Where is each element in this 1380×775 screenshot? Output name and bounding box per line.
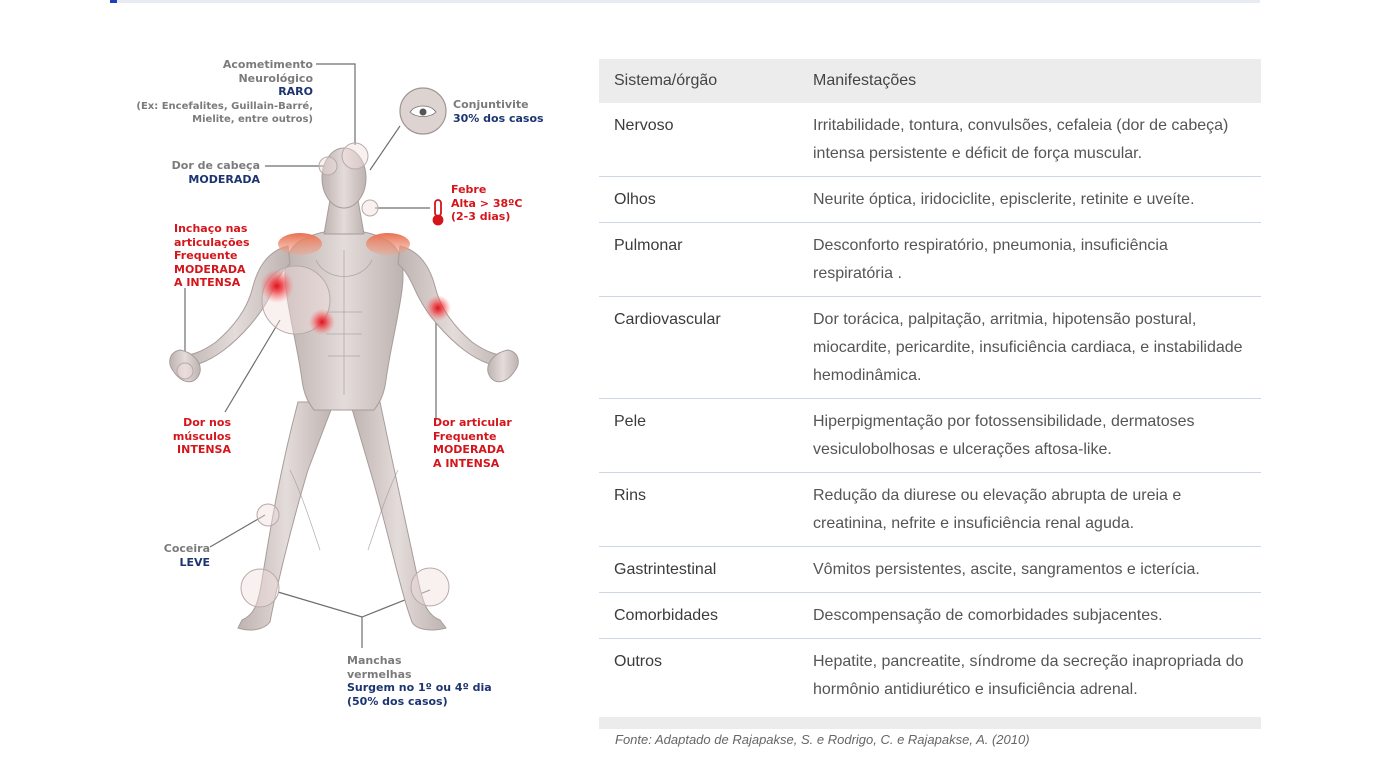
table-row xyxy=(599,593,1261,639)
table-footer-bar xyxy=(599,717,1261,729)
label-neuro-note: (Ex: Encefalites, Guillain-Barré, Mielite, entre outros) xyxy=(136,101,313,125)
manifestations-table-wrapper xyxy=(599,59,1261,729)
cell-system: Comorbidades xyxy=(599,593,798,639)
cell-system: Nervoso xyxy=(599,103,798,177)
label-headache: Dor de cabeça MODERADA xyxy=(171,159,260,186)
cell-manifestations: Descompensação de comorbidades subjacentes. xyxy=(798,593,1261,639)
table-header xyxy=(599,59,1261,103)
top-divider-accent xyxy=(110,0,117,3)
cell-manifestations: Hepatite, pancreatite, síndrome da secreção inapropriada do hormônio antidiurético e insuficiência adrenal. xyxy=(813,653,1244,698)
header-manifestations: Manifestações xyxy=(798,59,1261,103)
label-joint-swelling: Inchaço nas articulações Frequente MODERADA A INTENSA xyxy=(174,222,250,289)
thermometer-icon xyxy=(434,200,443,225)
cell-system: Gastrintestinal xyxy=(599,547,798,593)
cell-manifestations: Neurite óptica, iridociclite, episclerite, retinite e uveíte. xyxy=(798,177,1261,223)
cell-manifestations: Desconforto respiratório, pneumonia, insuficiência respiratória . xyxy=(798,223,1261,297)
label-neuro-level: RARO xyxy=(278,85,313,98)
symptoms-infographic xyxy=(130,50,550,720)
human-body-illustration xyxy=(130,50,550,720)
cell-manifestations: Irritabilidade, tontura, convulsões, cefaleia (dor de cabeça) intensa persistente e déficit de força muscular. xyxy=(798,103,1261,177)
label-joint-pain: Dor articular Frequente MODERADA A INTENSA xyxy=(433,416,512,470)
table-body xyxy=(599,103,1261,712)
table-row xyxy=(599,473,1261,547)
left-shoulder-highlight xyxy=(278,233,322,255)
cell-manifestations: Hiperpigmentação por fotossensibilidade, dermatoses vesiculobolhosas e ulcerações aftosa-like. xyxy=(798,399,1261,473)
label-fever: Febre Alta > 38ºC (2-3 dias) xyxy=(451,183,523,223)
cell-system: Cardiovascular xyxy=(599,297,798,399)
header-system: Sistema/órgão xyxy=(599,59,798,103)
table-row xyxy=(599,103,1261,177)
label-red-spots: Manchas vermelhas Surgem no 1º ou 4º dia (50% dos casos) xyxy=(347,654,492,708)
table-row xyxy=(599,297,1261,399)
table-row xyxy=(599,399,1261,473)
cell-manifestations: Redução da diurese ou elevação abrupta de ureia e creatinina, nefrite e insuficiência renal aguda. xyxy=(798,473,1261,547)
eye-closeup-icon xyxy=(400,88,446,134)
cell-system: Pele xyxy=(599,399,798,473)
cell-manifestations: Vômitos persistentes, ascite, sangramentos e icterícia. xyxy=(798,547,1261,593)
cell-system: Pulmonar xyxy=(599,223,798,297)
table-row xyxy=(599,639,1261,713)
table-source-caption: Fonte: Adaptado de Rajapakse, S. e Rodrigo, C. e Rajapakse, A. (2010) xyxy=(615,732,1030,747)
manifestations-table xyxy=(599,59,1261,712)
table-row xyxy=(599,223,1261,297)
cell-manifestations: Dor torácica, palpitação, arritmia, hipotensão postural, miocardite, pericardite, insuficiência cardiaca, e instabilidade hemodinâmica. xyxy=(798,297,1261,399)
label-muscle-pain: Dor nos músculos INTENSA xyxy=(172,416,231,456)
label-neuro: Acometimento Neurológico xyxy=(222,58,313,85)
cell-system: Outros xyxy=(614,653,663,670)
label-itching: Coceira LEVE xyxy=(163,542,210,569)
table-row xyxy=(599,177,1261,223)
cell-system: Rins xyxy=(599,473,798,547)
right-shoulder-highlight xyxy=(366,233,410,255)
cell-system: Olhos xyxy=(599,177,798,223)
label-conjunctivitis: Conjuntivite 30% dos casos xyxy=(453,98,544,125)
top-divider xyxy=(110,0,1260,3)
table-row xyxy=(599,547,1261,593)
